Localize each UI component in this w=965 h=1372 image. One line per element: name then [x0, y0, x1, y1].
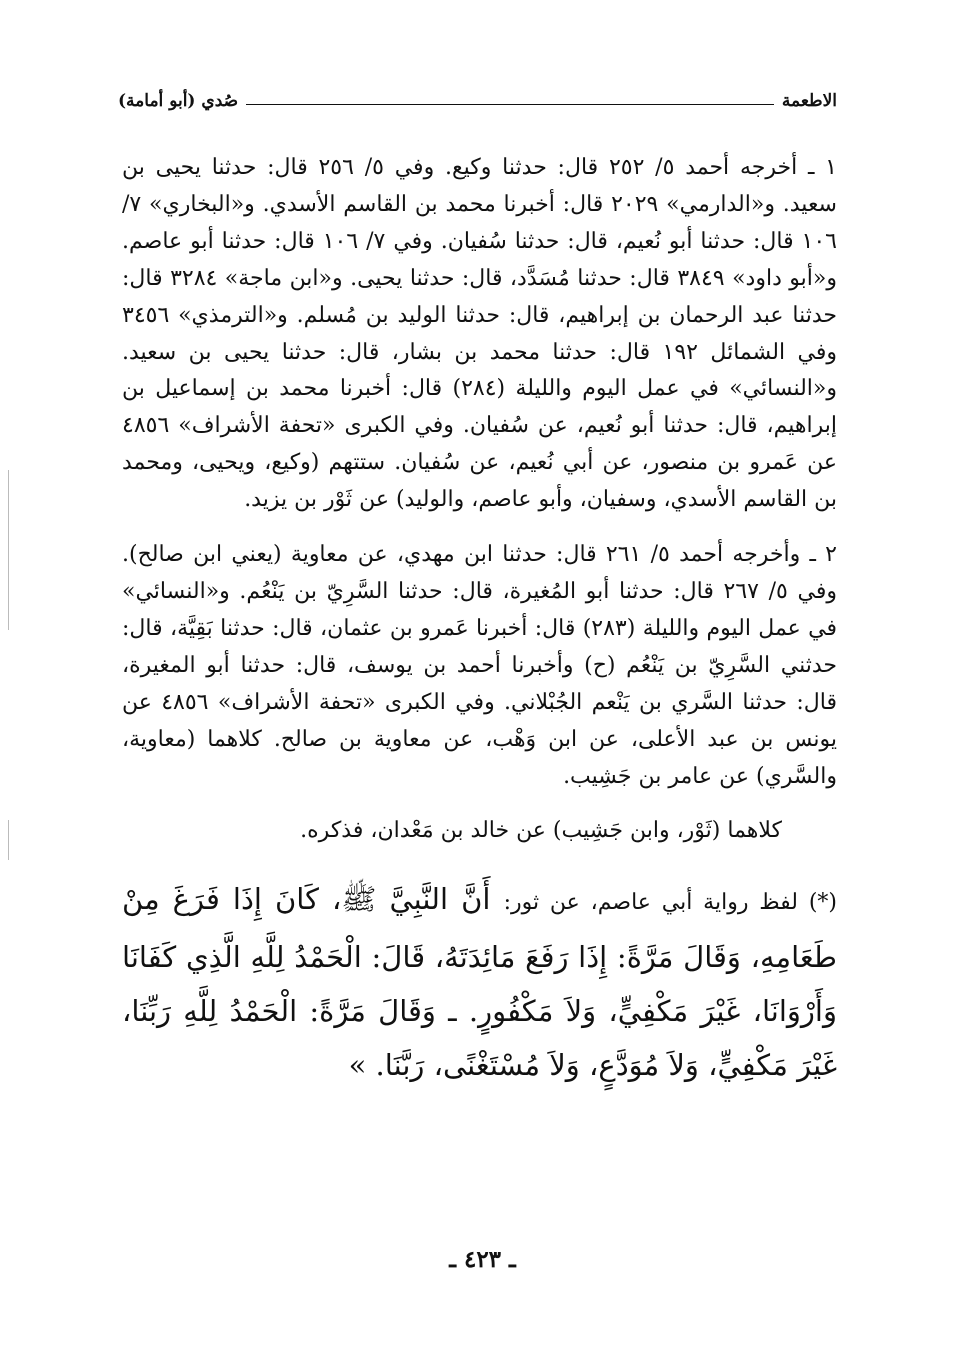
takhrij-paragraph-1: ١ ـ أخرجه أحمد ٥/ ٢٥٢ قال: حدثنا وكيع. وفي ٥/ ٢٥٦ قال: حدثنا يحيى بن سعيد. و«الدارمي» ٢٠٢٩ قال: أخبرنا محمد بن القاسم الأسدي. و«البخاري» ٧/ ١٠٦ قال: حدثنا أبو نُعيم، قال: حدثنا سُفيان. وفي ٧/ ١٠٦ قال: حدثنا أبو عاصم. و«أبو داود» ٣٨٤٩ قال: حدثنا مُسَدَّد، قال: حدثنا يحيى. و«ابن ماجة» ٣٢٨٤ قال: حدثنا عبد الرحمان بن إبراهيم، قال: حدثنا الوليد بن مُسلم. و«الترمذي» ٣٤٥٦ وفي الشمائل ١٩٢ قال: حدثنا محمد بن بشار، قال: حدثنا يحيى بن سعيد. و«النسائي» في عمل اليوم والليلة (٢٨٤) قال: أخبرنا محمد بن إسماعيل بن إبراهيم، قال: حدثنا أبو نُعيم، عن سُفيان. وفي الكبرى «تحفة الأشراف» ٤٨٥٦ عن عَمرو بن منصور، عن أبي نُعيم، عن سُفيان. ستتهم (وكيع، ويحيى، ومحمد بن القاسم الأسدي، وسفيان، وأبو عاصم، والوليد) عن ثَوْر بن يزيد. — [122, 155, 837, 513]
scan-edge-mark — [8, 470, 9, 630]
takhrij-summary-note: كلاهما (ثَوْر، وابن جَشِيب) عن خالد بن مَعْدان، فذكره. — [300, 818, 782, 844]
page-body — [122, 150, 837, 1092]
header-narrator-name: صُدي (أبو أمامة) — [118, 91, 239, 111]
hadith-text — [122, 872, 837, 1092]
header-rule — [246, 104, 774, 105]
page-number: ـ ٤٢٣ ـ — [449, 1246, 516, 1273]
takhrij-paragraph-2: ٢ ـ وأخرجه أحمد ٥/ ٢٦١ قال: حدثنا ابن مهدي، عن معاوية (يعني ابن صالح). وفي ٥/ ٢٦٧ قال: حدثنا أبو المُغيرة، قال: حدثنا السَّرِيّ بن يَنْعُم. و«النسائي» في عمل اليوم والليلة (٢٨٣) قال: أخبرنا عَمرو بن عثمان، قال: حدثنا بَقِيَّة، قال: حدثني السَّرِيّ بن يَنْعُم (ح) وأخبرنا أحمد بن يوسف، قال: حدثنا أبو المغيرة، قال: حدثنا السَّري بن يَنْعم الجُبْلاني. وفي الكبرى «تحفة الأشراف» ٤٨٥٦ عن يونس بن عبد الأعلى، عن ابن وَهْب، عن معاوية بن صالح. كلاهما (معاوية، والسَّري) عن عامر بن جَشِيب. — [122, 542, 838, 789]
hadith-matn: أَنَّ النَّبِيَّ ﷺ، كَانَ إِذَا فَرَغَ مِنْ طَعَامِهِ، وَقَالَ مَرَّةً: إِذَا رَفَعَ مَائِدَتَهُ، قَالَ: الْحَمْدُ لِلَّهِ الَّذِي كَفَانَا وَأَرْوَانَا، غَيْرَ مَكْفِيٍّ، وَلاَ مَكْفُورٍ. ـ وَقَالَ مَرَّةً: الْحَمْدُ لِلَّهِ رَبِّنَا، غَيْرَ مَكْفِيٍّ، وَلاَ مُوَدَّعٍ، وَلاَ مُسْتَغْنًى، رَبَّنَا. » — [122, 882, 837, 1083]
scan-edge-mark — [8, 820, 9, 860]
running-header — [118, 86, 837, 116]
hadith-lead: (*) لفظ رواية أبي عاصم، عن ثور: — [503, 890, 838, 916]
header-chapter-title: الاطعمة — [781, 91, 837, 111]
